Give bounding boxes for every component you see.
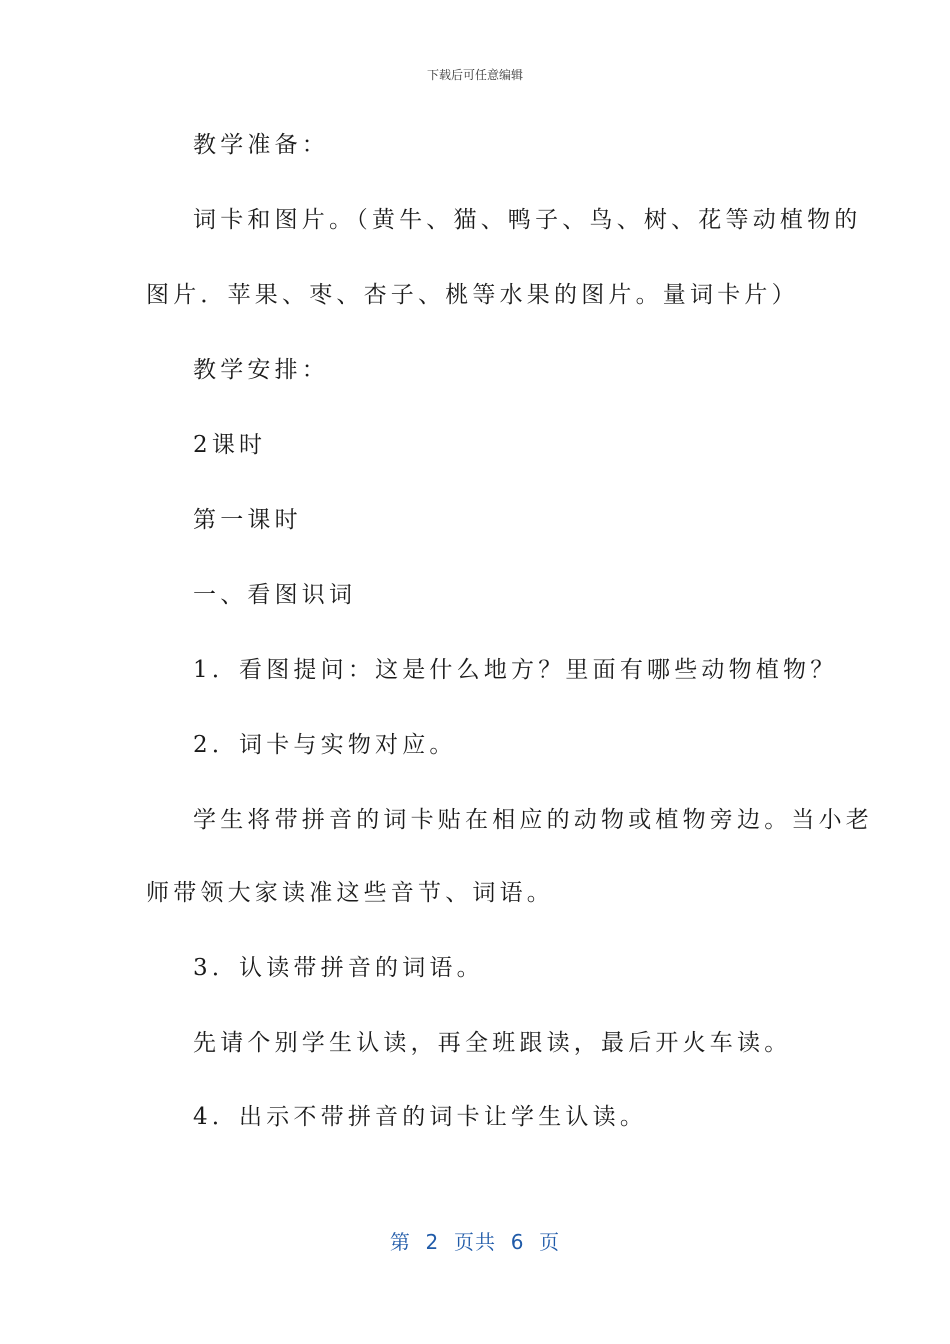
text-line: 3．认读带拼音的词语。 xyxy=(193,955,484,981)
text-line: 先请个别学生认读，再全班跟读，最后开火车读。 xyxy=(193,1030,792,1056)
text-line: 2．词卡与实物对应。 xyxy=(193,732,457,758)
page-header-note: 下载后可任意编辑 xyxy=(426,68,523,82)
text-line: 师带领大家读准这些音节、词语。 xyxy=(146,880,554,906)
text-line: 学生将带拼音的词卡贴在相应的动物或植物旁边。当小老 xyxy=(193,807,873,833)
text-line: 第一课时 xyxy=(193,507,302,533)
text-line: 图片．苹果、枣、杏子、桃等水果的图片。量词卡片） xyxy=(146,282,799,308)
text-line: 2课时 xyxy=(193,432,267,458)
text-line: 教学准备： xyxy=(193,132,329,158)
page-number-footer: 第 2 页共 6 页 xyxy=(389,1230,561,1254)
text-line: 4．出示不带拼音的词卡让学生认读。 xyxy=(193,1104,648,1130)
text-line: 教学安排： xyxy=(193,357,329,383)
section-heading: 一、看图识词 xyxy=(193,582,357,608)
text-line: 词卡和图片。（黄牛、猫、鸭子、鸟、树、花等动植物的 xyxy=(193,207,862,233)
text-line: 1．看图提问：这是什么地方？里面有哪些动物植物？ xyxy=(193,657,838,683)
